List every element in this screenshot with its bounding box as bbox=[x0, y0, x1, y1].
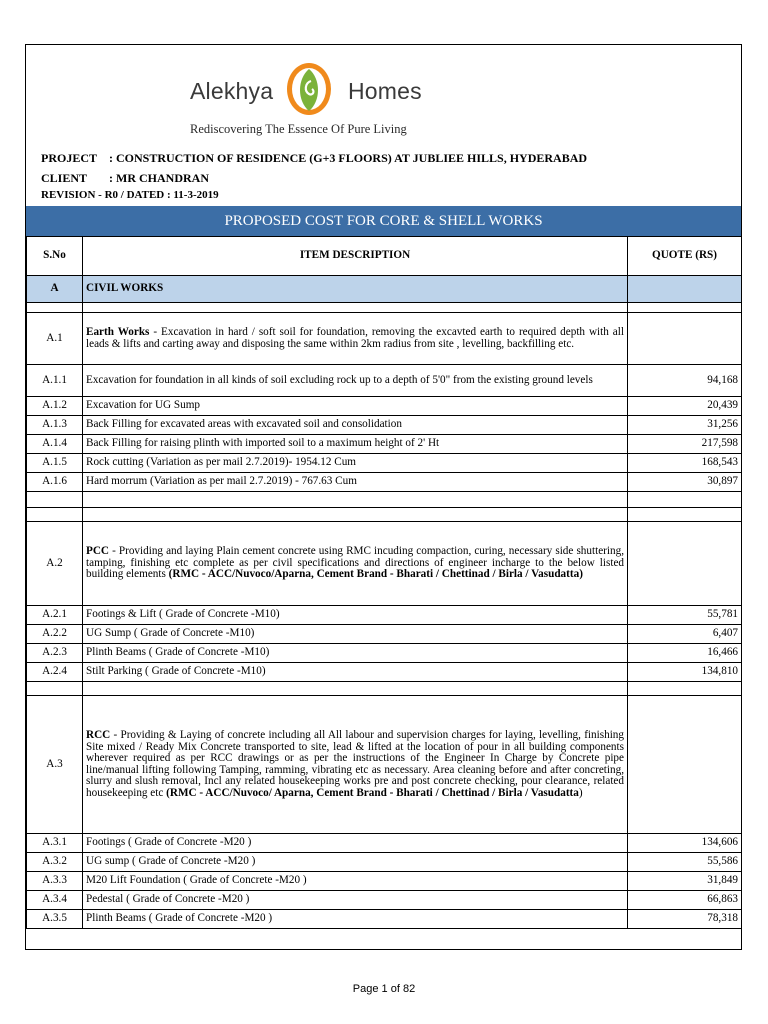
item-sno: A.3.4 bbox=[27, 891, 83, 910]
item-sno: A.1.5 bbox=[27, 454, 83, 473]
boq-table bbox=[26, 236, 742, 929]
project-label: PROJECT bbox=[41, 151, 98, 165]
item-sno: A.3.5 bbox=[27, 910, 83, 929]
item-sno: A.3.1 bbox=[27, 834, 83, 853]
client-value: : MR CHANDRAN bbox=[109, 171, 209, 185]
item-quote: 217,598 bbox=[628, 435, 742, 454]
table-row bbox=[27, 606, 742, 625]
item-quote: 94,168 bbox=[628, 365, 742, 397]
item-sno: A.3 bbox=[27, 696, 83, 834]
logo-tagline: Rediscovering The Essence Of Pure Living bbox=[190, 122, 407, 136]
table-row bbox=[27, 891, 742, 910]
item-description: Plinth Beams ( Grade of Concrete -M10) bbox=[83, 644, 628, 663]
item-description: Excavation for foundation in all kinds of soil excluding rock up to a depth of 5'0" from the existing ground levels bbox=[83, 365, 628, 397]
table-row bbox=[27, 416, 742, 435]
project-line bbox=[41, 151, 587, 166]
item-sno: A.1.6 bbox=[27, 473, 83, 492]
item-quote: 55,586 bbox=[628, 853, 742, 872]
col-header-description: ITEM DESCRIPTION bbox=[83, 237, 628, 276]
project-value: : CONSTRUCTION OF RESIDENCE (G+3 FLOORS) AT JUBLIEE HILLS, HYDERABAD bbox=[109, 151, 588, 165]
table-row bbox=[27, 872, 742, 891]
item-sno: A.2.3 bbox=[27, 644, 83, 663]
company-logo bbox=[190, 58, 430, 138]
item-sno: A.2.4 bbox=[27, 663, 83, 682]
page-number: Page 1 of 82 bbox=[352, 983, 416, 995]
item-quote: 30,897 bbox=[628, 473, 742, 492]
item-sno: A.2.1 bbox=[27, 606, 83, 625]
table-row bbox=[27, 454, 742, 473]
item-quote: 6,407 bbox=[628, 625, 742, 644]
spacer-row bbox=[27, 492, 742, 508]
item-quote: 31,256 bbox=[628, 416, 742, 435]
spacer-row bbox=[27, 303, 742, 313]
section-band-title: PROPOSED COST FOR CORE & SHELL WORKS bbox=[26, 206, 741, 236]
logo-brand-left: Alekhya bbox=[190, 78, 274, 104]
item-description: Excavation for UG Sump bbox=[83, 397, 628, 416]
table-row bbox=[27, 663, 742, 682]
logo-emblem-icon bbox=[284, 61, 334, 117]
item-sno: A.1.1 bbox=[27, 365, 83, 397]
item-description: M20 Lift Foundation ( Grade of Concrete -M20 ) bbox=[83, 872, 628, 891]
item-quote: 20,439 bbox=[628, 397, 742, 416]
item-description: UG sump ( Grade of Concrete -M20 ) bbox=[83, 853, 628, 872]
table-row bbox=[27, 473, 742, 492]
col-header-quote: QUOTE (RS) bbox=[628, 237, 742, 276]
item-sno: A.3.3 bbox=[27, 872, 83, 891]
table-row bbox=[27, 644, 742, 663]
spacer-row bbox=[27, 508, 742, 522]
table-row bbox=[27, 910, 742, 929]
section-sno: A bbox=[27, 276, 83, 303]
item-sno: A.1 bbox=[27, 313, 83, 365]
item-quote: 66,863 bbox=[628, 891, 742, 910]
item-quote: 78,318 bbox=[628, 910, 742, 929]
section-row-civil-works bbox=[27, 276, 742, 303]
item-row-a2 bbox=[27, 522, 742, 606]
item-row-a3 bbox=[27, 696, 742, 834]
item-quote: 55,781 bbox=[628, 606, 742, 625]
item-description: Back Filling for raising plinth with imported soil to a maximum height of 2' Ht bbox=[83, 435, 628, 454]
section-title: CIVIL WORKS bbox=[83, 276, 628, 303]
item-description: RCC - Providing & Laying of concrete including all All labour and supervision charges for laying, levelling, finishing Site mixed / Ready Mix Concrete transported to site, lead & lifted at the location of pour in all building components wherever required as per RCC drawings or as per the instructions of the Engineer In Charge by Concrete pipe line/manual lifting following Tamping, ramming, vibrating etc as necessary. Area cleaning before and after concreting, slurry and slush removal, Incl any related housekeeping works pre and post concrete checking, pour clearance, related housekeeping etc (RMC - ACC/Nuvoco/ Aparna, Cement Brand - Bharati / Chettinad / Birla / Vasudatta) bbox=[83, 696, 628, 834]
a2-items bbox=[27, 606, 742, 682]
item-description: UG Sump ( Grade of Concrete -M10) bbox=[83, 625, 628, 644]
col-header-sno: S.No bbox=[27, 237, 83, 276]
client-label: CLIENT bbox=[41, 171, 88, 185]
spacer-row bbox=[27, 682, 742, 696]
item-sno: A.2 bbox=[27, 522, 83, 606]
table-header-row bbox=[27, 237, 742, 276]
item-quote: 168,543 bbox=[628, 454, 742, 473]
a1-items bbox=[27, 365, 742, 492]
item-quote: 16,466 bbox=[628, 644, 742, 663]
table-row bbox=[27, 435, 742, 454]
item-description: Pedestal ( Grade of Concrete -M20 ) bbox=[83, 891, 628, 910]
table-row bbox=[27, 397, 742, 416]
item-description: Footings ( Grade of Concrete -M20 ) bbox=[83, 834, 628, 853]
table-row bbox=[27, 625, 742, 644]
revision-line: REVISION - R0 / DATED : 11-3-2019 bbox=[41, 189, 219, 201]
item-description: Hard morrum (Variation as per mail 2.7.2019) - 767.63 Cum bbox=[83, 473, 628, 492]
item-sno: A.1.2 bbox=[27, 397, 83, 416]
item-quote: 134,606 bbox=[628, 834, 742, 853]
item-quote: 31,849 bbox=[628, 872, 742, 891]
table-row bbox=[27, 853, 742, 872]
item-description: Stilt Parking ( Grade of Concrete -M10) bbox=[83, 663, 628, 682]
a3-items bbox=[27, 834, 742, 929]
item-sno: A.2.2 bbox=[27, 625, 83, 644]
item-description: Plinth Beams ( Grade of Concrete -M20 ) bbox=[83, 910, 628, 929]
logo-brand-right: Homes bbox=[348, 78, 422, 104]
table-row bbox=[27, 365, 742, 397]
item-quote: 134,810 bbox=[628, 663, 742, 682]
table-row bbox=[27, 834, 742, 853]
item-description: PCC - Providing and laying Plain cement concrete using RMC incuding compaction, curing, necessary side shuttering, tamping, finishing etc complete as per civil specifications and directions of engineer incharge to the below listed building elements (RMC - ACC/Nuvoco/Aparna, Cement Brand - Bharati / Chettinad / Birla / Vasudatta) bbox=[83, 522, 628, 606]
item-description: Earth Works - Excavation in hard / soft soil for foundation, removing the excavted earth to required depth with all leads & lifts and carting away and disposing the same within 2km radius from site , levelling, backfilling etc. bbox=[83, 313, 628, 365]
item-sno: A.1.4 bbox=[27, 435, 83, 454]
item-description: Rock cutting (Variation as per mail 2.7.2019)- 1954.12 Cum bbox=[83, 454, 628, 473]
client-line bbox=[41, 171, 209, 186]
item-description: Back Filling for excavated areas with excavated soil and consolidation bbox=[83, 416, 628, 435]
item-description: Footings & Lift ( Grade of Concrete -M10) bbox=[83, 606, 628, 625]
item-row-a1 bbox=[27, 313, 742, 365]
item-sno: A.1.3 bbox=[27, 416, 83, 435]
item-sno: A.3.2 bbox=[27, 853, 83, 872]
